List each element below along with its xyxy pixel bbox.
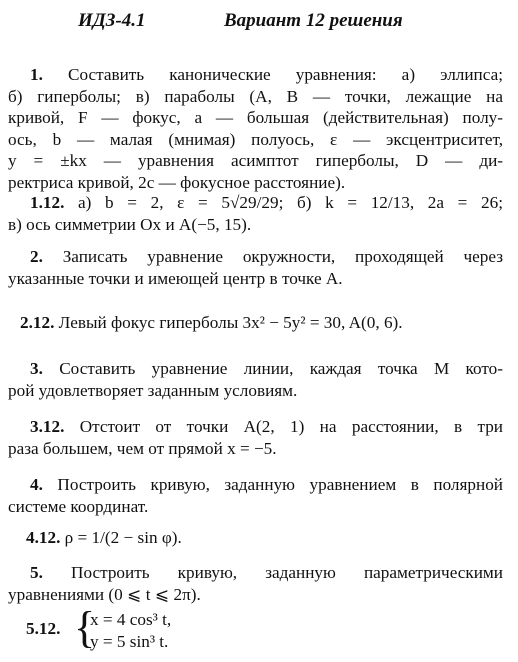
task-4-line-1: Построить кривую, заданную уравнением в полярной — [57, 475, 503, 494]
task-3 — [8, 358, 503, 401]
task-5-line-2: уравнениями (0 ⩽ t ⩽ 2π). — [8, 584, 201, 604]
task-1-line-3: кривой, F — фокус, a — большая (действительная) полу- — [8, 108, 503, 127]
task-4-line-2: системе координат. — [8, 496, 149, 516]
task-3-line-2: рой удовлетворяет заданным условиям. — [8, 380, 298, 400]
solution-4-number: 4.12. — [26, 528, 61, 547]
solution-3 — [8, 416, 503, 459]
task-1-number: 1. — [30, 65, 43, 84]
task-5-line-1: Построить кривую, заданную параметрическими — [71, 563, 504, 582]
solution-5-equation-x: x = 4 cos³ t, — [90, 610, 172, 629]
task-4-number: 4. — [30, 475, 43, 494]
solution-2-text: Левый фокус гиперболы 3x² − 5y² = 30, A(0, 6). — [58, 313, 403, 332]
task-5-number: 5. — [30, 563, 43, 582]
solution-1 — [8, 192, 503, 235]
task-1-line-4: ось, b — малая (мнимая) полуось, ε — эксцентриситет, — [8, 129, 503, 149]
task-1-line-5: y = ±kx — уравнения асимптот гиперболы, D — ди- — [8, 151, 503, 170]
task-2-line-2: указанные точки и имеющей центр в точке A. — [8, 268, 343, 288]
solution-1-line-2: в) ось симметрии Ox и A(−5, 15). — [8, 214, 252, 234]
solution-3-line-2: раза большем, чем от прямой x = −5. — [8, 438, 277, 458]
solution-3-number: 3.12. — [30, 417, 65, 436]
task-5 — [8, 562, 503, 605]
solution-1-line-1: а) b = 2, ε = 5√29/29; б) k = 12/13, 2a = 26; — [78, 193, 503, 212]
task-3-number: 3. — [30, 359, 43, 378]
task-4 — [8, 474, 503, 517]
variant-title: Вариант 12 решения — [224, 10, 403, 31]
system-brace: { — [74, 603, 96, 652]
assignment-code: ИДЗ-4.1 — [78, 10, 146, 31]
solution-4-text: ρ = 1/(2 − sin φ). — [64, 528, 182, 547]
task-1-line-2: б) гиперболы; в) параболы (A, B — точки, лежащие на — [8, 86, 503, 106]
task-2-line-1: Записать уравнение окружности, проходящей через — [62, 247, 504, 266]
task-1-line-6: ректриса кривой, 2c — фокусное расстояние). — [8, 172, 346, 192]
solution-2-number: 2.12. — [20, 313, 55, 332]
task-1-line-1: Составить канонические уравнения: а) эллипса; — [68, 65, 503, 84]
task-3-line-1: Составить уравнение линии, каждая точка M кото- — [59, 359, 503, 378]
task-1 — [8, 64, 503, 193]
solution-3-line-1: Отстоит от точки A(2, 1) на расстоянии, в три — [79, 417, 504, 436]
task-2-number: 2. — [30, 247, 43, 266]
solution-4 — [8, 527, 503, 549]
solution-5 — [8, 604, 308, 656]
solution-1-number: 1.12. — [30, 193, 65, 212]
task-2 — [8, 246, 503, 289]
solution-5-number: 5.12. — [26, 619, 61, 638]
solution-2 — [8, 312, 503, 334]
document-header — [0, 4, 518, 34]
solution-5-equation-y: y = 5 sin³ t. — [90, 632, 169, 651]
